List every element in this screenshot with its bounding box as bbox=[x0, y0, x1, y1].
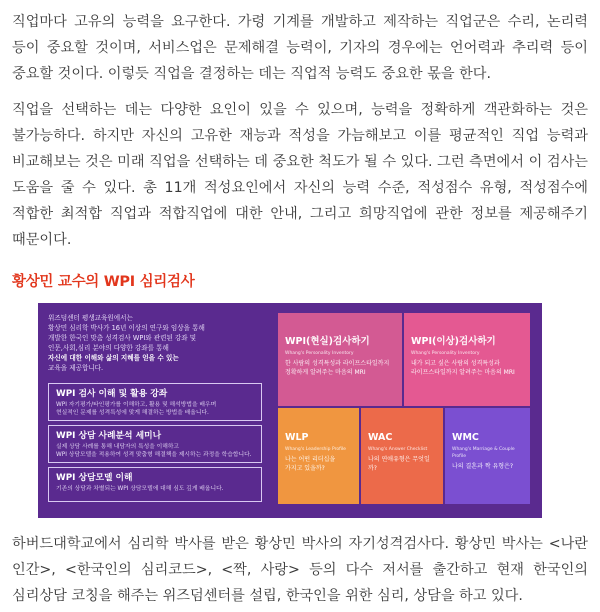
tile-title: WMC bbox=[452, 432, 479, 443]
intro-line-bold: 자신에 대한 이해와 삶의 지혜를 얻을 수 있는 bbox=[48, 354, 179, 362]
tile-desc: 라이프스타일까지 알려주는 마음의 MRI bbox=[411, 368, 515, 376]
tile-wac[interactable] bbox=[361, 408, 443, 504]
tile-desc: 내가 되고 싶은 사람의 성격특성과 bbox=[411, 360, 500, 367]
intro-line: 위즈덤센터 평생교육원에서는 bbox=[48, 314, 133, 322]
tile-subtitle: Whang's Personality Inventory bbox=[411, 351, 480, 356]
course-desc: 실제 상담 사례를 통해 내담자의 특성을 이해하고 bbox=[56, 444, 180, 450]
course-desc: 기존의 상담과 차별되는 WPI 상담모델에 대해 심도 깊게 배웁니다. bbox=[56, 486, 224, 492]
course-title: WPI 상담 사례분석 세미나 bbox=[56, 431, 162, 441]
course-desc: 현실적인 문제를 성격특성에 맞게 해결하는 방법을 배웁니다. bbox=[56, 410, 209, 416]
article-paragraph-1: 직업마다 고유의 능력을 요구한다. 가령 기계를 개발하고 제작하는 직업군은 수리, 논리력 등이 중요할 것이며, 서비스업은 문제해결 능력이, 기자의 경우에는 언어력과 추리력 등이 중요할 것이다. 이렇듯 직업을 결정하는 데는 직업적 능력도 중요한 몫을 한다. bbox=[12, 14, 588, 82]
tile-desc: 나의 결혼과 짝 유형은? bbox=[452, 463, 514, 470]
tile-wpi-real-test[interactable] bbox=[278, 313, 402, 406]
course-box-wpi-usage[interactable] bbox=[48, 383, 262, 421]
tile-wlp[interactable] bbox=[278, 408, 359, 504]
intro-line: 인문,사회,심리 분야의 다양한 강좌를 통해 bbox=[48, 344, 169, 352]
course-title: WPI 검사 이해 및 활용 강좌 bbox=[56, 389, 168, 399]
section-heading: 황상민 교수의 WPI 심리검사 bbox=[12, 274, 195, 290]
tile-desc: 가지고 있을까? bbox=[285, 464, 325, 472]
article-paragraph-3: 하버드대학교에서 심리학 박사를 받은 황상민 박사의 자기성격검사다. 황상민 박사는 <나란 인간>, <한국인의 심리코드>, <짝, 사랑> 등의 다수 저서를 출간하고 현재 한국인의 심리상담 코칭을 해주는 위즈덤센터를 설립, 한국인을 위한 심리, 상담을 하고 있다. bbox=[12, 536, 588, 604]
tile-title: WPI(현실)검사하기 bbox=[285, 336, 370, 347]
intro-line: 교육을 제공합니다. bbox=[48, 364, 104, 372]
tile-subtitle: Whang's Marriage & Couple Profile bbox=[452, 447, 515, 459]
tile-desc: 나의 연애유형은 무엇일까? bbox=[368, 456, 430, 472]
intro-line: 개발한 한국인 맞춤 성격검사 WPI와 관련된 강좌 및 bbox=[48, 334, 197, 342]
tile-desc: 정확하게 알려주는 마음의 MRI bbox=[285, 368, 366, 376]
tile-title: WAC bbox=[368, 432, 393, 443]
banner-intro-text bbox=[48, 313, 273, 373]
wpi-banner-image[interactable] bbox=[38, 303, 542, 518]
tile-title: WLP bbox=[285, 432, 309, 443]
tile-wmc[interactable] bbox=[445, 408, 530, 504]
tile-subtitle: Whang's Answer Checklist bbox=[368, 447, 428, 452]
course-box-counsel-model[interactable] bbox=[48, 467, 262, 502]
course-desc: WPI 상담모델을 적용하여 성격 맞춤형 해결책을 제시하는 과정을 학습합니다. bbox=[56, 452, 252, 458]
course-title: WPI 상담모델 이해 bbox=[56, 473, 133, 483]
tile-title: WPI(이상)검사하기 bbox=[411, 336, 496, 347]
tile-desc: 한 사람의 성격특성과 라이프스타일까지 bbox=[285, 360, 390, 367]
tile-desc: 나는 어떤 리더십을 bbox=[285, 456, 336, 463]
intro-line: 황상민 심리학 박사가 16년 이상의 연구와 임상을 통해 bbox=[48, 324, 205, 332]
course-desc: WPI 자기평가/타인평가를 이해하고, 활용 및 해석방법을 배우며 bbox=[56, 402, 217, 408]
tile-subtitle: Whang's Leadership Profile bbox=[285, 447, 346, 452]
article-paragraph-2: 직업을 선택하는 데는 다양한 요인이 있을 수 있으며, 능력을 정확하게 객관화하는 것은 불가능하다. 하지만 자신의 고유한 재능과 적성을 가늠해보고 이를 평균적인 직업 능력과 비교해보는 것은 미래 직업을 선택하는 데 중요한 척도가 될 수 있다. 그런 측면에서 이 검사는 도움을 줄 수 있다. 총 11개 적성요인에서 자신의 능력 수준, 적성점수 유형, 적성점수에 적합한 최적합 직업과 적합직업에 대한 안내, 그리고 희망직업에 관한 정보를 제공해주기 때문이다. bbox=[12, 102, 588, 248]
tile-wpi-ideal-test[interactable] bbox=[404, 313, 530, 406]
course-box-case-seminar[interactable] bbox=[48, 425, 262, 463]
tile-subtitle: Whang's Personality Inventory bbox=[285, 351, 354, 356]
